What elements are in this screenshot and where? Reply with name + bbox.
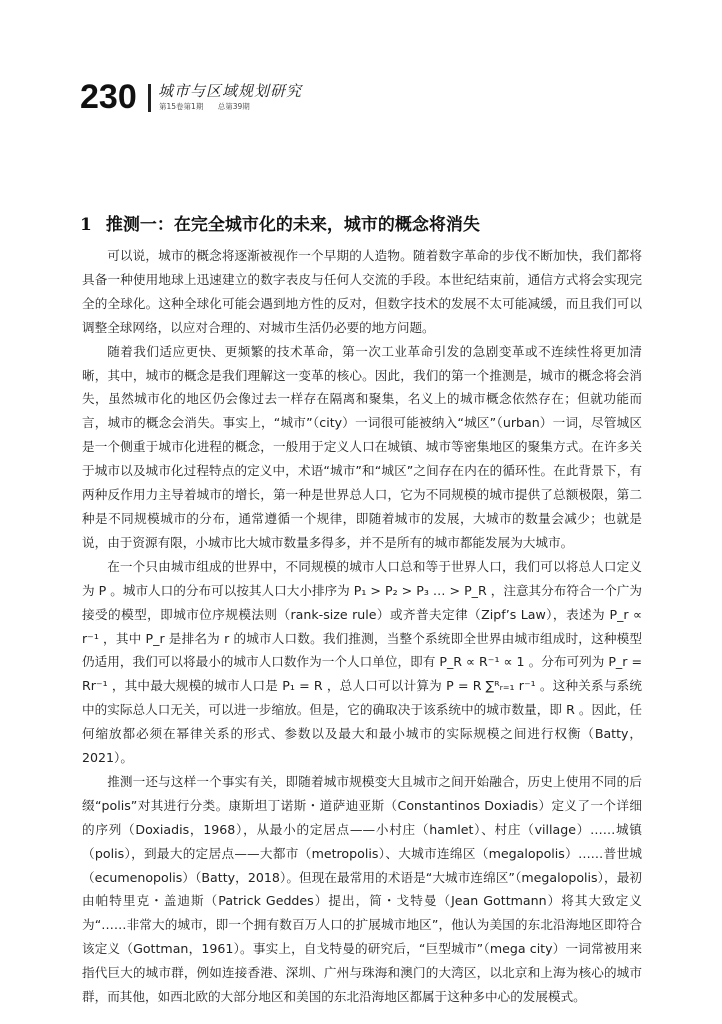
- section-number: 1: [80, 215, 92, 235]
- header-divider: [148, 84, 151, 112]
- paragraph: 可以说，城市的概念将逐渐被视作一个早期的人造物。随着数字革命的步伐不断加快，我们都将具备一种使用地球上迅速建立的数字表皮与任何人交流的手段。本世纪结束前，通信方式将会实现完全的全球化。这种全球化可能会遇到地方性的反对，但数字技术的发展不太可能减缓，而且我们可以调整全球网络，以应对合理的、对城市生活仍必要的地方问题。: [82, 248, 642, 335]
- total-issue: 总第39期: [217, 102, 250, 111]
- volume-issue: 第15卷第1期: [159, 102, 204, 111]
- paragraph: 在一个只由城市组成的世界中，不同规模的城市人口总和等于世界人口，我们可以将总人口定义为 P 。城市人口的分布可以按其人口大小排序为 P₁ > P₂ > P₃ … > P_R ，注意其分布符合一个广为接受的模型，即城市位序规模法则（rank-size rule）或齐普夫定律（Zipf’s Law），表述为 P_r ∝ r⁻¹ ，其中 P_r 是排名为 r 的城市人口数。我们推测，当整个系统即全世界由城市组成时，这种模型仍适用，我们可以将最小的城市人口数作为一个人口单位，即有 P_R ∝ R⁻¹ ∝ 1 。分布可列为 P_r = Rr⁻¹ ，其中最大规模的城市人口是 P₁ = R ，总人口可以计算为 P = R ∑ᴿᵣ₌₁ r⁻¹ 。这种关系与系统中的实际总人口无关，可以进一步缩放。但是，它的确取决于该系统中的城市数量，即 R 。因此，任何缩放都必须在幂律关系的形式、参数以及最大和最小城市的实际规模之间进行权衡（Batty，2021）。: [82, 558, 642, 766]
- section-heading: [80, 210, 650, 235]
- paragraph: 随着我们适应更快、更频繁的技术革命，第一次工业革命引发的急剧变革或不连续性将更加清晰，其中，城市的概念是我们理解这一变革的核心。因此，我们的第一个推测是，城市的概念将会消失，虽然城市化的地区仍会像过去一样存在隔离和聚集，名义上的城市概念依然存在；但就功能而言，城市的概念会消失。事实上，“城市”（city）一词很可能被纳入“城区”（urban）一词，尽管城区是一个侧重于城市化进程的概念，一般用于定义人口在城镇、城市等密集地区的聚集方式。在许多关于城市以及城市化过程特点的定义中，术语“城市”和“城区”之间存在内在的循环性。在此背景下，有两种反作用力主导着城市的增长，第一种是世界总人口，它为不同规模的城市提供了总额极限，第二种是不同规模城市的分布，通常遵循一个规律，即随着城市的发展，大城市的数量会减少；也就是说，由于资源有限，小城市比大城市数量多得多，并不是所有的城市都能发展为大城市。: [82, 343, 642, 550]
- page-number: 230: [80, 78, 137, 116]
- body-text: [82, 244, 642, 1009]
- paragraph: 推测一还与这样一个事实有关，即随着城市规模变大且城市之间开始融合，历史上使用不同的后缀“polis”对其进行分类。康斯坦丁诺斯・道萨迪亚斯（Constantinos Doxiadis）定义了一个详细的序列（Doxiadis，1968），从最小的定居点——小村庄（hamlet）、村庄（village）……城镇（polis），到最大的定居点——大都市（metropolis）、大城市连绵区（megalopolis）……普世城（ecumenopolis）（Batty，2018）。但现在最常用的术语是“大城市连绵区”（megalopolis），最初由帕特里克・盖迪斯（Patrick Geddes）提出，简・戈特曼（Jean Gottmann）将其大致定义为“……非常大的城市，即一个拥有数百万人口的扩展城市地区”，他认为美国的东北沿海地区即符合该定义（Gottman，1961）。事实上，自戈特曼的研究后，“巨型城市”（mega city）一词常被用来指代巨大的城市群，例如连接香港、深圳、广州与珠海和澳门的大湾区，以北京和上海为核心的城市群，而其他，如西北欧的大部分地区和美国的东北沿海地区都属于这种多中心的发展模式。: [82, 773, 642, 1005]
- section-title: 推测一：在完全城市化的未来，城市的概念将消失: [105, 215, 480, 235]
- journal-title: 城市与区域规划研究: [158, 82, 303, 100]
- journal-issue: [159, 101, 262, 112]
